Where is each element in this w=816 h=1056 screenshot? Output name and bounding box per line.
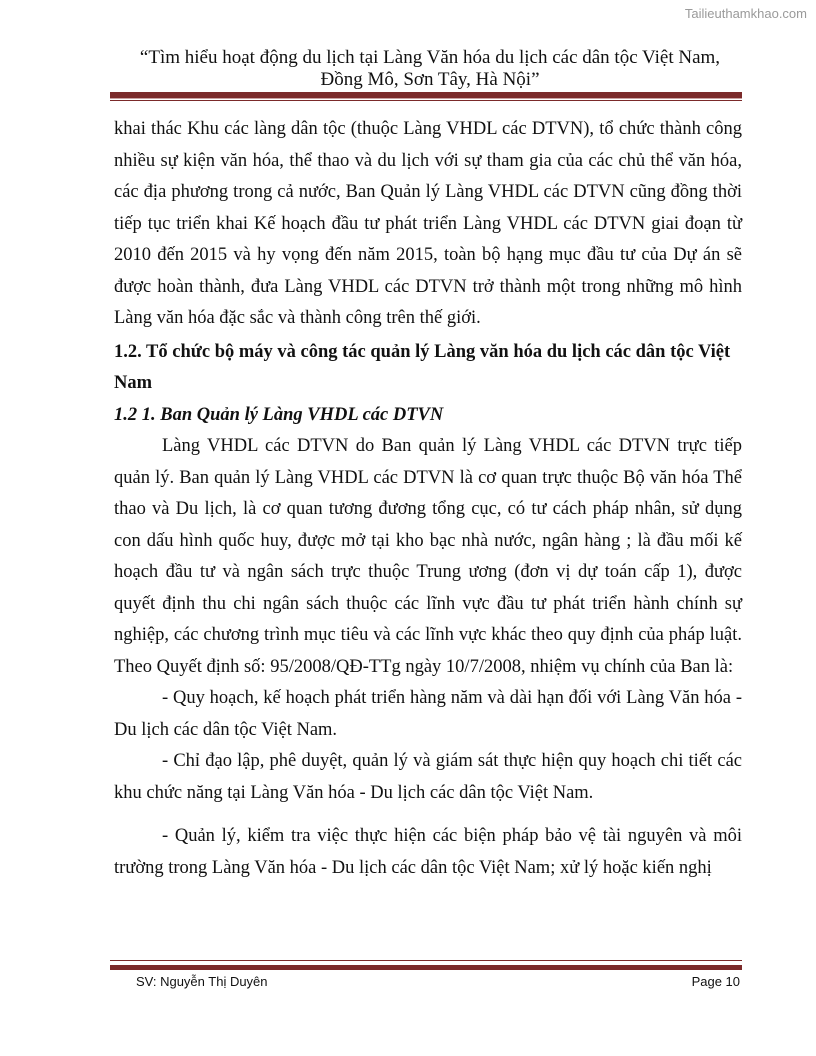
- page-header: [100, 47, 760, 91]
- footer-rule-thin: [110, 960, 742, 961]
- list-item-2: - Chỉ đạo lập, phê duyệt, quản lý và giám sát thực hiện quy hoạch chi tiết các khu chức năng tại Làng Văn hóa - Du lịch các dân tộc Việt Nam.: [114, 751, 742, 803]
- section-heading-1-2: 1.2. Tổ chức bộ máy và công tác quản lý Làng văn hóa du lịch các dân tộc Việt Nam: [114, 341, 731, 393]
- header-rule: [110, 92, 742, 99]
- paragraph-2: Làng VHDL các DTVN do Ban quản lý Làng VHDL các DTVN trực tiếp quản lý. Ban quản lý Làng VHDL các DTVN là cơ quan trực thuộc Bộ văn hóa Thể thao và Du lịch, là cơ quan tương đương tổng cục, có tư cách pháp nhân, sử dụng con dấu hình quốc huy, được mở tại kho bạc nhà nước, ngân hàng ; là đầu mối kế hoạch đầu tư và ngân sách trực thuộc Trung ương (đơn vị dự toán cấp 1), được quyết định thu chi ngân sách thuộc các lĩnh vực đầu tư phát triển hành chính sự nghiệp, các chương trình mục tiêu và các lĩnh vực khác theo quy định của pháp luật. Theo Quyết định số: 95/2008/QĐ-TTg ngày 10/7/2008, nhiệm vụ chính của Ban là:: [114, 436, 742, 677]
- list-item-1: - Quy hoạch, kế hoạch phát triển hàng năm và dài hạn đối với Làng Văn hóa - Du lịch các dân tộc Việt Nam.: [114, 688, 742, 740]
- paragraph-1: khai thác Khu các làng dân tộc (thuộc Làng VHDL các DTVN), tổ chức thành công nhiều sự kiện văn hóa, thể thao và du lịch với sự tham gia của các chủ thể văn hóa, các địa phương trong cả nước, Ban Quản lý Làng VHDL các DTVN cũng đồng thời tiếp tục triển khai Kế hoạch đầu tư phát triển Làng VHDL các DTVN giai đoạn từ 2010 đến 2015 và hy vọng đến năm 2015, toàn bộ hạng mục đầu tư của Dự án sẽ được hoàn thành, đưa Làng VHDL các DTVN trở thành một trong những mô hình Làng văn hóa đặc sắc và thành công trên thế giới.: [114, 119, 742, 328]
- footer-author: SV: Nguyễn Thị Duyên: [136, 974, 268, 989]
- footer-page-number: Page 10: [691, 974, 740, 989]
- header-title-line1: “Tìm hiểu hoạt động du lịch tại Làng Văn hóa du lịch các dân tộc Việt Nam,: [139, 47, 721, 68]
- header-title-line2: Đồng Mô, Sơn Tây, Hà Nội”: [320, 69, 540, 90]
- watermark: Tailieuthamkhao.com: [684, 6, 807, 21]
- document-body: [114, 114, 742, 884]
- footer-rule: [110, 965, 742, 970]
- header-rule-thin: [110, 100, 742, 101]
- list-item-3: - Quản lý, kiểm tra việc thực hiện các biện pháp bảo vệ tài nguyên và môi trường trong Làng Văn hóa - Du lịch các dân tộc Việt Nam; xử lý hoặc kiến nghị: [114, 826, 742, 878]
- subsection-heading-1-2-1: 1.2 1. Ban Quản lý Làng VHDL các DTVN: [114, 404, 444, 425]
